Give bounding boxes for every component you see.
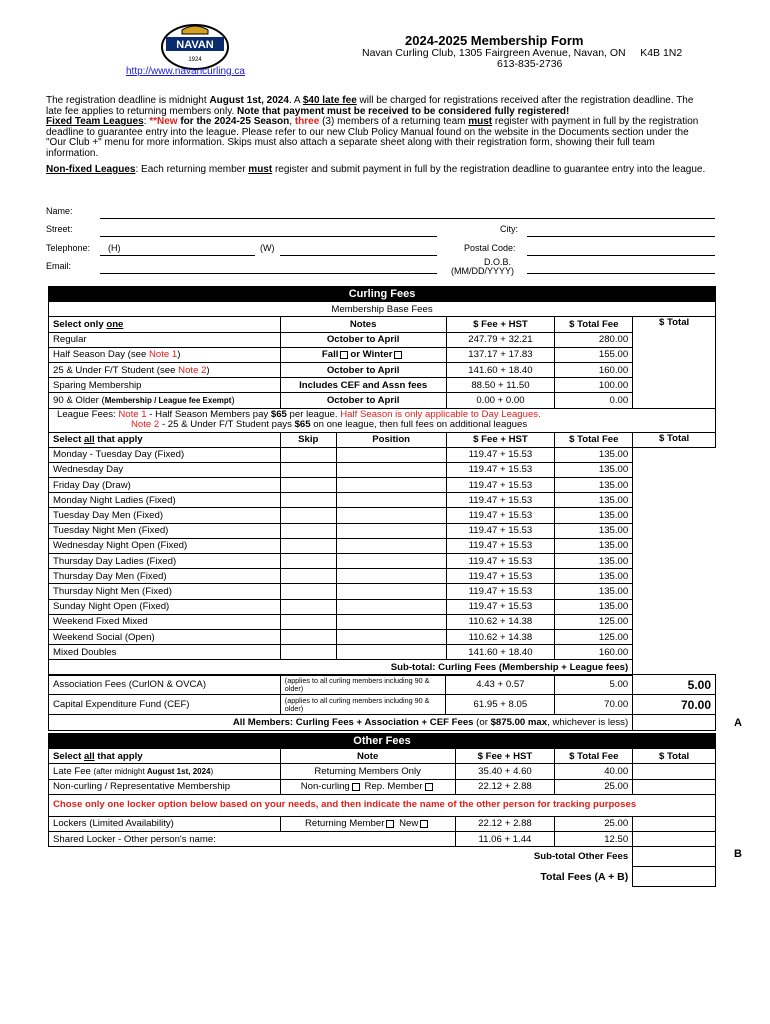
- position-cell[interactable]: [336, 447, 446, 462]
- skip-cell[interactable]: [280, 584, 336, 599]
- base-fees-column-headers: Select only one Notes $ Fee + HST $ Total Fee $ Total: [49, 317, 716, 332]
- skip-cell[interactable]: [280, 599, 336, 614]
- league-row[interactable]: [49, 599, 716, 614]
- skip-cell[interactable]: [280, 554, 336, 569]
- curling-fees-table: [48, 286, 716, 676]
- all-members-total-row: All Members: Curling Fees + Association + CEF Fees (or $875.00 max, whichever is less): [49, 715, 716, 731]
- position-cell[interactable]: [336, 493, 446, 508]
- league-name: Tuesday Night Men (Fixed): [49, 523, 281, 538]
- association-fees-amount: 5.00: [633, 675, 716, 695]
- non-curling-row[interactable]: Non-curling / Representative Membership Non-curling Rep. Member 22.12 + 2.88 25.00: [49, 779, 716, 794]
- league-name: Monday - Tuesday Day (Fixed): [49, 447, 281, 462]
- position-cell[interactable]: [336, 599, 446, 614]
- city-label: City:: [500, 224, 518, 234]
- league-fee: 119.47 + 15.53: [446, 447, 555, 462]
- home-phone-field[interactable]: [100, 255, 255, 256]
- skip-cell[interactable]: [280, 447, 336, 462]
- curling-fees-header: Curling Fees: [49, 287, 716, 302]
- league-row[interactable]: [49, 447, 716, 462]
- skip-cell[interactable]: [280, 629, 336, 644]
- dob-format-label: (MM/DD/YYYY): [451, 266, 514, 276]
- skip-cell[interactable]: [280, 493, 336, 508]
- marker-a: A: [734, 717, 742, 729]
- club-logo: [160, 20, 230, 70]
- returning-locker-checkbox[interactable]: [386, 820, 394, 828]
- other-fees-header: Other Fees: [49, 734, 716, 749]
- league-total-fee: 135.00: [555, 478, 633, 493]
- club-phone: 613-835-2736: [497, 58, 563, 70]
- street-label: Street:: [46, 224, 73, 234]
- league-row[interactable]: [49, 629, 716, 644]
- dob-label: D.O.B.: [484, 257, 512, 267]
- league-total-fee: 125.00: [555, 629, 633, 644]
- postal-code-label: Postal Code:: [464, 243, 516, 253]
- league-fee: 119.47 + 15.53: [446, 478, 555, 493]
- league-fee: 119.47 + 15.53: [446, 523, 555, 538]
- league-fee: 110.62 + 14.38: [446, 629, 555, 644]
- form-title: 2024-2025 Membership Form: [405, 33, 584, 48]
- league-column-headers: Select all that apply Skip Position $ Fee + HST $ Total Fee $ Total: [49, 432, 716, 447]
- rep-member-checkbox[interactable]: [425, 783, 433, 791]
- cef-row[interactable]: Capital Expenditure Fund (CEF) (applies to all curling members including 90 & older) 61.95 + 8.05 70.00 70.00: [49, 695, 716, 715]
- league-name: Thursday Day Ladies (Fixed): [49, 554, 281, 569]
- position-cell[interactable]: [336, 508, 446, 523]
- league-total-fee: 135.00: [555, 584, 633, 599]
- fall-checkbox[interactable]: [340, 351, 348, 359]
- skip-cell[interactable]: [280, 538, 336, 553]
- league-name: Sunday Night Open (Fixed): [49, 599, 281, 614]
- association-fees-row[interactable]: Association Fees (CurlON & OVCA) (applies to all curling members including 90 & older) 4.43 + 0.57 5.00 5.00: [49, 675, 716, 695]
- city-field[interactable]: [527, 236, 715, 237]
- skip-cell[interactable]: [280, 569, 336, 584]
- base-row-half-season[interactable]: Half Season Day (see Note 1) Fall or Winter 137.17 + 17.83 155.00: [49, 347, 716, 362]
- base-row-sparing[interactable]: Sparing Membership Includes CEF and Assn fees 88.50 + 11.50 100.00: [49, 378, 716, 393]
- league-name: Thursday Day Men (Fixed): [49, 569, 281, 584]
- club-address: Navan Curling Club, 1305 Fairgreen Avenue, Navan, ON K4B 1N2: [362, 47, 683, 59]
- postal-code-field[interactable]: [527, 255, 715, 256]
- other-fees-table: [48, 733, 716, 887]
- league-total-fee: 135.00: [555, 569, 633, 584]
- league-row[interactable]: [49, 584, 716, 599]
- league-fee: 119.47 + 15.53: [446, 538, 555, 553]
- league-row[interactable]: [49, 614, 716, 629]
- league-name: Mixed Doubles: [49, 645, 281, 660]
- league-total-fee: 160.00: [555, 645, 633, 660]
- league-total-fee: 135.00: [555, 462, 633, 477]
- league-fee: 119.47 + 15.53: [446, 462, 555, 477]
- locker-notice-row: Chose only one locker option below based on your needs, and then indicate the name of the other person for tracking purposes: [49, 794, 716, 816]
- league-total-fee: 135.00: [555, 599, 633, 614]
- skip-cell[interactable]: [280, 523, 336, 538]
- league-name: Weekend Fixed Mixed: [49, 614, 281, 629]
- position-cell[interactable]: [336, 554, 446, 569]
- league-row[interactable]: [49, 538, 716, 553]
- position-cell[interactable]: [336, 462, 446, 477]
- league-fee: 110.62 + 14.38: [446, 614, 555, 629]
- skip-cell[interactable]: [280, 478, 336, 493]
- base-row-90-older[interactable]: 90 & Older (Membership / League fee Exempt) October to April 0.00 + 0.00 0.00: [49, 393, 716, 408]
- league-fee: 119.47 + 15.53: [446, 584, 555, 599]
- shared-locker-row[interactable]: Shared Locker - Other person's name: 11.06 + 1.44 12.50: [49, 831, 716, 846]
- position-cell[interactable]: [336, 538, 446, 553]
- league-total-fee: 125.00: [555, 614, 633, 629]
- intro-text: The registration deadline is midnight August 1st, 2024. A $40 late fee will be charged for registrations received after the registration deadline. The late fee applies to returning members only. Note that payment must be received to be considered fully registered! Fixed Team Leagues: **New for the 2024-25 Season, three (3) members of a returning team must register with payment in full by the registration deadline to guarantee entry into the league. Please refer to our new Club Policy Manual found on the website in the Documents section under the "Our Club +" menu for more information. Skips must also attach a separate sheet along with their registration form, showing their full team information. Non-fixed Leagues: Each returning member must register and submit payment in full by the registration deadline to guarantee entry into the league.: [46, 95, 706, 175]
- street-field[interactable]: [100, 236, 437, 237]
- svg-text:1924: 1924: [188, 57, 202, 63]
- association-fees-table: [48, 674, 716, 731]
- telephone-label: Telephone:: [46, 243, 91, 253]
- league-row[interactable]: [49, 462, 716, 477]
- league-row[interactable]: [49, 554, 716, 569]
- league-row[interactable]: [49, 523, 716, 538]
- league-fee: 119.47 + 15.53: [446, 493, 555, 508]
- league-fee: 119.47 + 15.53: [446, 569, 555, 584]
- league-name: Wednesday Night Open (Fixed): [49, 538, 281, 553]
- position-cell[interactable]: [336, 478, 446, 493]
- svg-text:NAVAN: NAVAN: [176, 39, 214, 51]
- locker-row[interactable]: Lockers (Limited Availability) Returning Member New 22.12 + 2.88 25.00: [49, 816, 716, 831]
- position-cell[interactable]: [336, 584, 446, 599]
- position-cell[interactable]: [336, 629, 446, 644]
- league-total-fee: 135.00: [555, 538, 633, 553]
- work-phone-field[interactable]: [280, 255, 437, 256]
- league-total-fee: 135.00: [555, 554, 633, 569]
- league-row[interactable]: [49, 569, 716, 584]
- position-cell[interactable]: [336, 523, 446, 538]
- league-row[interactable]: [49, 645, 716, 660]
- skip-cell[interactable]: [280, 462, 336, 477]
- league-name: Tuesday Day Men (Fixed): [49, 508, 281, 523]
- skip-cell[interactable]: [280, 645, 336, 660]
- league-name: Wednesday Day: [49, 462, 281, 477]
- marker-b: B: [734, 848, 742, 860]
- cef-amount: 70.00: [633, 695, 716, 715]
- league-name: Thursday Night Men (Fixed): [49, 584, 281, 599]
- new-locker-checkbox[interactable]: [420, 820, 428, 828]
- membership-base-fees-header: Membership Base Fees: [49, 302, 716, 317]
- league-total-fee: 135.00: [555, 493, 633, 508]
- work-phone-label: (W): [260, 243, 275, 253]
- name-label: Name:: [46, 206, 73, 216]
- email-field[interactable]: [100, 273, 437, 274]
- non-curling-checkbox[interactable]: [352, 783, 360, 791]
- home-phone-label: (H): [108, 243, 121, 253]
- league-name: Weekend Social (Open): [49, 629, 281, 644]
- dob-field[interactable]: [527, 273, 715, 274]
- skip-cell[interactable]: [280, 508, 336, 523]
- league-total-fee: 135.00: [555, 508, 633, 523]
- position-cell[interactable]: [336, 645, 446, 660]
- league-fee: 141.60 + 18.40: [446, 645, 555, 660]
- league-name: Monday Night Ladies (Fixed): [49, 493, 281, 508]
- other-fees-column-headers: Select all that apply Note $ Fee + HST $ Total Fee $ Total: [49, 749, 716, 764]
- winter-checkbox[interactable]: [394, 351, 402, 359]
- league-fee-notes: League Fees: Note 1 - Half Season Members pay $65 per league. Half Season is only applicable to Day Leagues. Note 2 - 25 & Under F/T Student pays $65 on one league, then full fees on additional leagues: [49, 408, 716, 432]
- league-total-fee: 135.00: [555, 447, 633, 462]
- league-fee: 119.47 + 15.53: [446, 554, 555, 569]
- curling-subtotal-row: Sub-total: Curling Fees (Membership + League fees): [49, 660, 716, 675]
- league-row[interactable]: [49, 493, 716, 508]
- email-label: Email:: [46, 261, 72, 271]
- name-field[interactable]: [100, 218, 715, 219]
- league-fee: 119.47 + 15.53: [446, 508, 555, 523]
- league-fee: 119.47 + 15.53: [446, 599, 555, 614]
- position-cell[interactable]: [336, 569, 446, 584]
- league-row[interactable]: [49, 478, 716, 493]
- club-website-link[interactable]: http://www.navancurling.ca: [126, 66, 245, 77]
- position-cell[interactable]: [336, 614, 446, 629]
- league-name: Friday Day (Draw): [49, 478, 281, 493]
- total-fees-row: Total Fees (A + B): [49, 867, 716, 887]
- late-fee-row[interactable]: Late Fee (after midnight August 1st, 2024) Returning Members Only 35.40 + 4.60 40.00: [49, 764, 716, 779]
- skip-cell[interactable]: [280, 614, 336, 629]
- league-row[interactable]: [49, 508, 716, 523]
- base-row-regular[interactable]: Regular October to April 247.79 + 32.21 280.00: [49, 332, 716, 347]
- league-total-fee: 135.00: [555, 523, 633, 538]
- base-row-student[interactable]: 25 & Under F/T Student (see Note 2) October to April 141.60 + 18.40 160.00: [49, 362, 716, 377]
- other-subtotal-row: Sub-total Other Fees: [49, 847, 716, 867]
